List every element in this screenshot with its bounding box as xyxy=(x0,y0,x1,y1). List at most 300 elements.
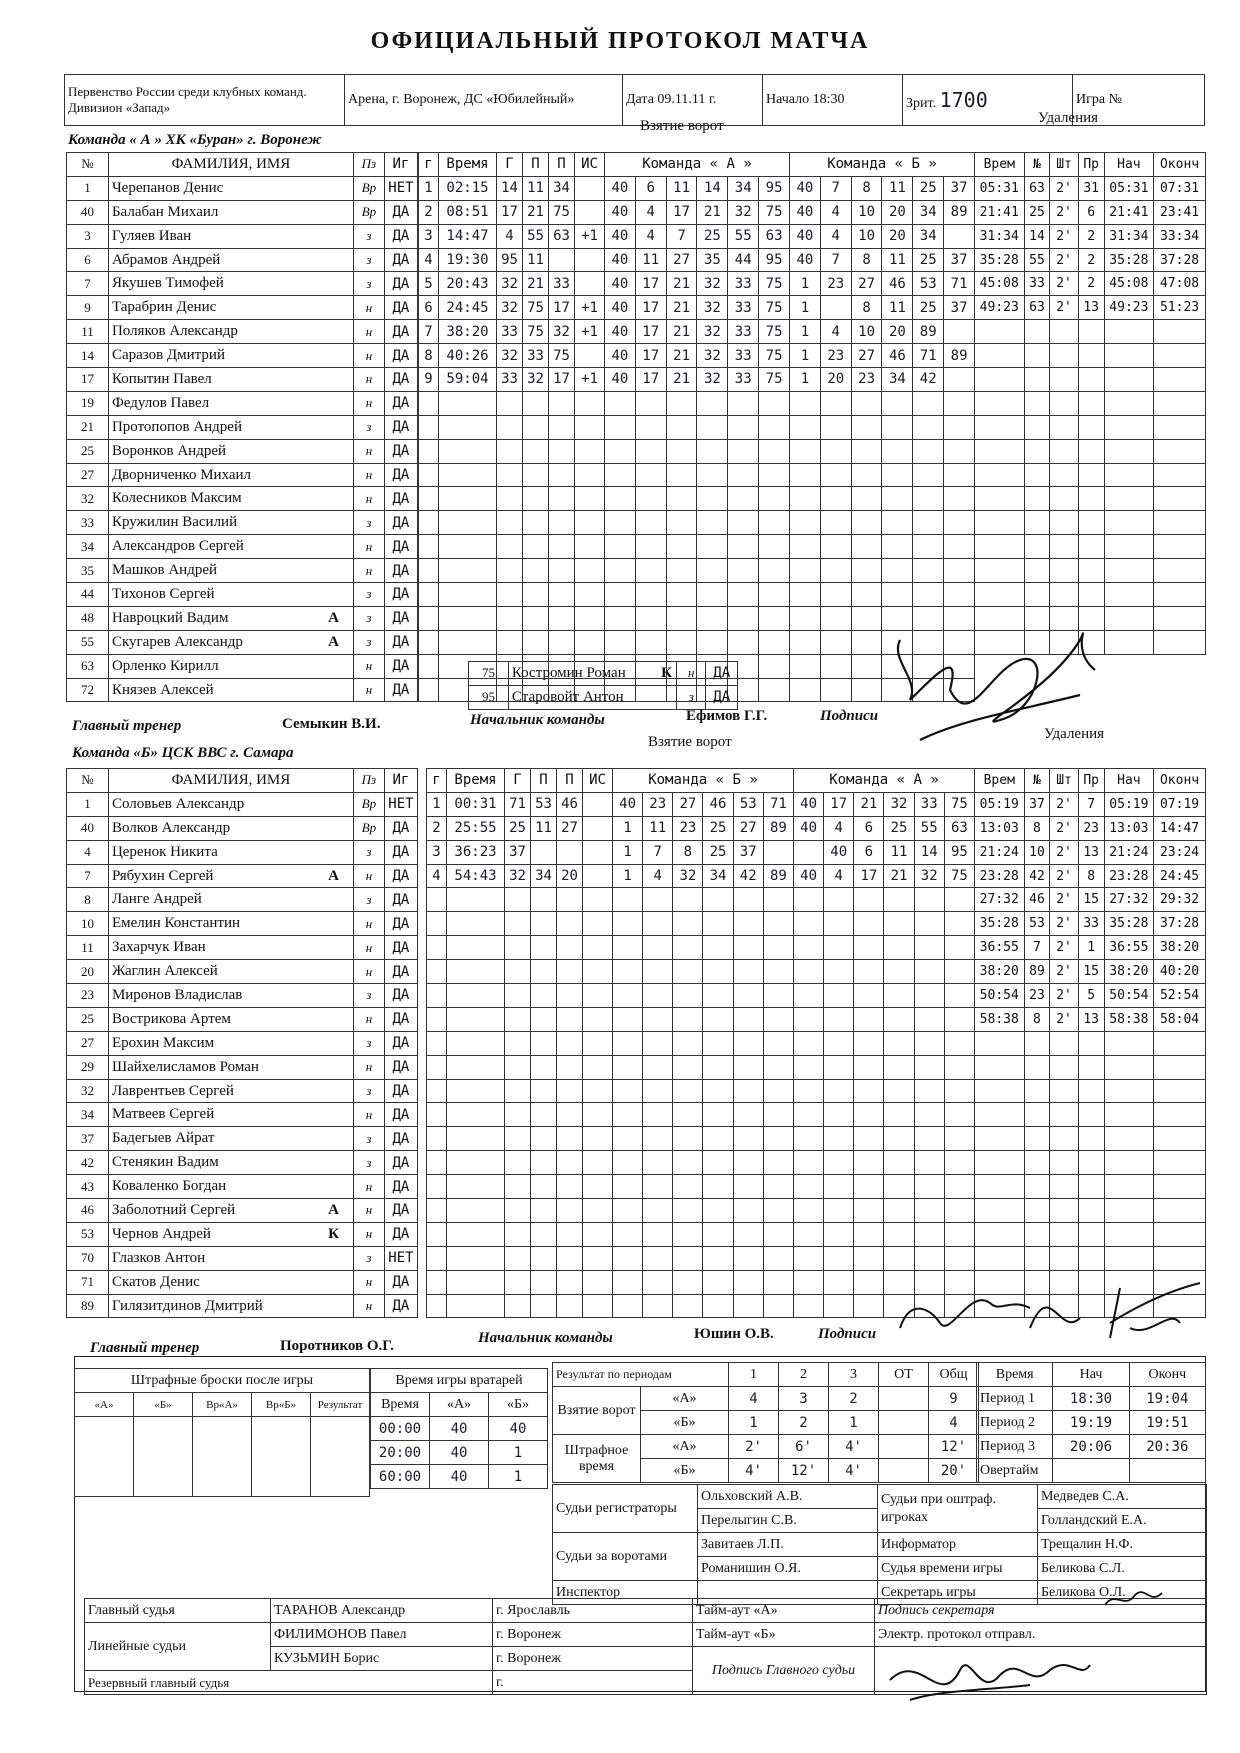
player-name-cell xyxy=(108,487,353,511)
penalty-end xyxy=(1154,1079,1206,1103)
penalty-player: 23 xyxy=(1024,984,1050,1008)
team-b-coach-label: Главный тренер xyxy=(90,1340,200,1356)
opponent-on-ice-player xyxy=(820,678,851,702)
on-ice-player xyxy=(673,1199,703,1223)
goalie-time-head xyxy=(371,1393,548,1417)
on-ice-player xyxy=(673,1031,703,1055)
penalty-minutes xyxy=(1050,1175,1078,1199)
player-position: з xyxy=(353,272,384,296)
player-played: ДА xyxy=(384,1151,417,1175)
goal-number xyxy=(419,463,439,487)
penalty-row xyxy=(975,1175,1206,1199)
goal-row xyxy=(419,200,975,224)
goal-situation: +1 xyxy=(575,368,605,392)
penalty-row xyxy=(975,535,1206,559)
col-is: ИС xyxy=(583,769,613,793)
opponent-on-ice-player xyxy=(914,1055,944,1079)
player-name-cell xyxy=(108,296,353,320)
period-times-col: Время xyxy=(977,1363,1053,1387)
player-name-cell xyxy=(108,864,353,888)
on-ice-player xyxy=(643,960,673,984)
penalty-end xyxy=(1154,559,1206,583)
penalty-minutes: 2' xyxy=(1050,272,1078,296)
penalty-reason xyxy=(1078,1199,1104,1223)
on-ice-player: 33 xyxy=(728,368,759,392)
opponent-on-ice-player xyxy=(914,984,944,1008)
goal-assist-2: 34 xyxy=(549,176,575,200)
penalty-player xyxy=(1024,1199,1050,1223)
goal-assist-1 xyxy=(531,1222,557,1246)
goal-situation xyxy=(583,1199,613,1223)
opponent-on-ice-player xyxy=(851,439,882,463)
col-assist-1: П xyxy=(523,153,549,177)
penalty-minutes xyxy=(1050,1031,1078,1055)
col-g: г xyxy=(427,769,447,793)
goal-situation xyxy=(575,511,605,535)
player-position: н xyxy=(353,1103,384,1127)
player-name-cell xyxy=(108,1031,353,1055)
goal-assist-2 xyxy=(557,840,583,864)
goal-scorer xyxy=(505,912,531,936)
player-row xyxy=(67,1007,418,1031)
player-name: Гилязитдинов Дмитрий xyxy=(111,1297,263,1314)
opponent-on-ice-player: 75 xyxy=(944,792,974,816)
on-ice-player: 40 xyxy=(605,224,636,248)
goal-time xyxy=(447,936,505,960)
on-ice-player xyxy=(733,912,763,936)
player-name-cell xyxy=(108,439,353,463)
player-name-cell xyxy=(108,792,353,816)
on-ice-player xyxy=(763,912,793,936)
player-row xyxy=(67,864,418,888)
penalty-minutes: 2' xyxy=(1050,200,1078,224)
goal-assist-1: 32 xyxy=(523,368,549,392)
goal-time xyxy=(447,1270,505,1294)
goal-row xyxy=(419,439,975,463)
opponent-on-ice-player xyxy=(851,678,882,702)
on-ice-player xyxy=(666,463,697,487)
goal-situation xyxy=(583,1055,613,1079)
on-ice-player xyxy=(613,1127,643,1151)
penalty-player xyxy=(1024,511,1050,535)
penalty-row xyxy=(975,320,1206,344)
penalty-row xyxy=(975,1103,1206,1127)
opponent-on-ice-player xyxy=(820,296,851,320)
electronic-protocol: Электр. протокол отправл. xyxy=(875,1623,1207,1647)
player-name: Глазков Антон xyxy=(111,1249,206,1266)
goal-time xyxy=(447,1175,505,1199)
penalty-start xyxy=(1104,439,1154,463)
penalty-end: 23:41 xyxy=(1154,200,1206,224)
player-name: Скатов Денис xyxy=(111,1273,200,1290)
on-ice-player xyxy=(643,1151,673,1175)
player-name-cell xyxy=(108,535,353,559)
opponent-on-ice-player: 89 xyxy=(944,344,975,368)
opponent-on-ice-player xyxy=(851,583,882,607)
penalty-start xyxy=(1104,1127,1154,1151)
penalty-time: 05:31 xyxy=(975,176,1025,200)
opponent-on-ice-player: 6 xyxy=(854,816,884,840)
penalty-reason: 13 xyxy=(1078,840,1104,864)
opponent-on-ice-player xyxy=(824,1055,854,1079)
player-played: ДА xyxy=(384,248,417,272)
player-name-cell xyxy=(108,1055,353,1079)
on-ice-player: 27 xyxy=(666,248,697,272)
shootout-col: Вр«Б» xyxy=(252,1393,311,1417)
on-ice-player xyxy=(759,391,790,415)
period-times-cell xyxy=(1053,1459,1129,1483)
opponent-on-ice-player xyxy=(820,487,851,511)
on-ice-player xyxy=(763,1151,793,1175)
player-played: ДА xyxy=(384,1031,417,1055)
goal-time xyxy=(447,984,505,1008)
goal-assist-1 xyxy=(531,840,557,864)
goal-time xyxy=(447,1151,505,1175)
period-value: 4 xyxy=(729,1387,779,1411)
player-name-cell xyxy=(108,1007,353,1031)
penalty-minutes xyxy=(1050,1055,1078,1079)
opponent-on-ice-player xyxy=(944,1175,974,1199)
penalty-time xyxy=(975,1127,1025,1151)
penalty-minutes xyxy=(1050,487,1078,511)
goal-situation xyxy=(575,606,605,630)
goal-assist-2 xyxy=(557,984,583,1008)
player-played: ДА xyxy=(706,685,738,709)
on-ice-player xyxy=(643,1103,673,1127)
goal-situation xyxy=(575,463,605,487)
player-played: ДА xyxy=(384,984,417,1008)
period-value: 1 xyxy=(829,1411,879,1435)
shootout-col: Результат xyxy=(311,1393,370,1417)
player-played: ДА xyxy=(384,1222,417,1246)
team-a-penalties-title: Удаления xyxy=(1038,110,1099,126)
on-ice-player xyxy=(635,391,666,415)
opponent-on-ice-player xyxy=(884,960,914,984)
period-value: 1 xyxy=(729,1411,779,1435)
on-ice-player: 32 xyxy=(697,320,728,344)
team-b-roster xyxy=(66,768,418,1318)
period-value: 4 xyxy=(929,1411,979,1435)
goalie-time-table xyxy=(370,1368,548,1489)
on-ice-player xyxy=(605,463,636,487)
goal-situation: +1 xyxy=(575,320,605,344)
player-position: Вр xyxy=(353,200,384,224)
goal-number: 3 xyxy=(427,840,447,864)
on-ice-player xyxy=(703,1055,733,1079)
team-b-signature xyxy=(880,1268,1210,1348)
on-ice-player xyxy=(666,487,697,511)
opponent-on-ice-player xyxy=(914,1199,944,1223)
opponent-on-ice-player: 40 xyxy=(794,864,824,888)
penalty-end xyxy=(1154,368,1206,392)
on-ice-player xyxy=(666,630,697,654)
period-times-cell xyxy=(1129,1459,1205,1483)
on-ice-player: 1 xyxy=(613,816,643,840)
shootout-col: Вр«А» xyxy=(193,1393,252,1417)
on-ice-player: 40 xyxy=(605,272,636,296)
period-value xyxy=(879,1435,929,1459)
opponent-on-ice-player xyxy=(820,439,851,463)
on-ice-player xyxy=(673,1294,703,1318)
on-ice-player: 32 xyxy=(697,272,728,296)
player-name-cell xyxy=(108,176,353,200)
on-ice-player xyxy=(605,487,636,511)
opponent-on-ice-player: 23 xyxy=(851,368,882,392)
player-number: 46 xyxy=(67,1199,109,1223)
player-position: Вр xyxy=(353,176,384,200)
on-ice-player: 75 xyxy=(759,344,790,368)
goal-time: 20:43 xyxy=(439,272,497,296)
penalty-row xyxy=(975,1222,1206,1246)
on-ice-player: 4 xyxy=(635,224,666,248)
opponent-on-ice-player xyxy=(824,1294,854,1318)
opponent-on-ice-player xyxy=(824,1103,854,1127)
period-times-cell: Период 1 xyxy=(977,1387,1053,1411)
opponent-on-ice-player xyxy=(944,511,975,535)
opponent-on-ice-player xyxy=(820,583,851,607)
on-ice-player: 53 xyxy=(733,792,763,816)
penalty-start xyxy=(1104,1175,1154,1199)
player-name: Соловьев Александр xyxy=(111,795,245,812)
player-name: Ланге Андрей xyxy=(111,891,202,908)
goal-assist-1 xyxy=(531,1079,557,1103)
goal-situation xyxy=(583,1270,613,1294)
on-ice-player: 17 xyxy=(635,368,666,392)
team-b-goals-title: Взятие ворот xyxy=(648,734,732,750)
player-number: 72 xyxy=(67,678,109,702)
player-name: Балабан Михаил xyxy=(111,203,219,220)
period-times-cell: Период 3 xyxy=(977,1435,1053,1459)
penalty-start xyxy=(1104,1199,1154,1223)
player-number: 63 xyxy=(67,654,109,678)
opponent-on-ice-player: 27 xyxy=(851,272,882,296)
period-row-label: Штрафное время xyxy=(553,1435,641,1483)
on-ice-player xyxy=(763,1103,793,1127)
on-ice-player xyxy=(613,1222,643,1246)
penalty-start: 35:28 xyxy=(1104,248,1154,272)
opponent-on-ice-player xyxy=(794,984,824,1008)
on-ice-player xyxy=(673,1151,703,1175)
player-played: ДА xyxy=(384,583,417,607)
goal-assist-1 xyxy=(523,391,549,415)
on-ice-player xyxy=(759,535,790,559)
penalty-row xyxy=(975,792,1206,816)
player-row xyxy=(67,511,418,535)
penalty-end: 37:28 xyxy=(1154,248,1206,272)
goal-time xyxy=(447,1103,505,1127)
on-ice-player: 75 xyxy=(759,320,790,344)
opponent-on-ice-player xyxy=(913,415,944,439)
period-results-row xyxy=(553,1435,979,1459)
player-played: ДА xyxy=(384,1079,417,1103)
period-times-row xyxy=(977,1387,1206,1411)
on-ice-player xyxy=(728,559,759,583)
on-ice-player xyxy=(673,960,703,984)
on-ice-player xyxy=(673,1103,703,1127)
goal-number xyxy=(427,1127,447,1151)
opponent-on-ice-player xyxy=(790,391,821,415)
goal-assist-1 xyxy=(523,535,549,559)
penalty-row xyxy=(975,272,1206,296)
on-ice-player xyxy=(697,391,728,415)
period-times-cell: 18:30 xyxy=(1053,1387,1129,1411)
penalty-time: 49:23 xyxy=(975,296,1025,320)
linesman-1-city: г. Воронеж xyxy=(493,1623,693,1647)
on-ice-player xyxy=(635,415,666,439)
player-row xyxy=(67,1031,418,1055)
player-name: Гуляев Иван xyxy=(111,227,192,244)
opponent-on-ice-player xyxy=(851,630,882,654)
goal-scorer: 33 xyxy=(497,320,523,344)
on-ice-player xyxy=(763,936,793,960)
penalty-reason xyxy=(1078,344,1104,368)
penalty-time: 38:20 xyxy=(975,960,1025,984)
goal-number: 1 xyxy=(419,176,439,200)
goal-number: 2 xyxy=(419,200,439,224)
opponent-on-ice-player xyxy=(794,1007,824,1031)
goal-number xyxy=(427,1246,447,1270)
goalie-time-cell: 00:00 xyxy=(371,1417,430,1441)
penalty-player xyxy=(1024,1246,1050,1270)
goal-row xyxy=(419,463,975,487)
opponent-on-ice-player xyxy=(914,1246,944,1270)
player-played: ДА xyxy=(384,224,417,248)
team-a-manager-label: Начальник команды xyxy=(470,712,605,728)
on-ice-player: 46 xyxy=(703,792,733,816)
goal-assist-1 xyxy=(523,559,549,583)
player-name-cell xyxy=(108,1199,353,1223)
penalty-player xyxy=(1024,487,1050,511)
opponent-on-ice-player: 46 xyxy=(882,272,913,296)
penalty-start xyxy=(1104,391,1154,415)
opponent-on-ice-player xyxy=(884,888,914,912)
penalty-player: 33 xyxy=(1024,272,1050,296)
goal-number xyxy=(419,606,439,630)
penalty-time xyxy=(975,1055,1025,1079)
penalty-row xyxy=(975,224,1206,248)
player-name: Чернов Андрей xyxy=(111,1225,211,1242)
player-row xyxy=(67,654,418,678)
shootout-title: Штрафные броски после игры xyxy=(75,1369,370,1393)
goal-number xyxy=(419,583,439,607)
opponent-on-ice-player xyxy=(794,1294,824,1318)
penalty-end: 51:23 xyxy=(1154,296,1206,320)
penalty-time: 27:32 xyxy=(975,888,1025,912)
goal-time xyxy=(447,960,505,984)
goal-number xyxy=(419,535,439,559)
player-position: н xyxy=(353,487,384,511)
player-position: Вр xyxy=(353,792,384,816)
penalty-reason: 2 xyxy=(1078,272,1104,296)
player-number: 43 xyxy=(67,1175,109,1199)
linesmen-label: Линейные судьи xyxy=(85,1623,271,1671)
on-ice-player xyxy=(605,511,636,535)
penalty-reason: 1 xyxy=(1078,936,1104,960)
penalty-reason xyxy=(1078,391,1104,415)
opponent-on-ice-player xyxy=(820,511,851,535)
goal-situation: +1 xyxy=(575,296,605,320)
opponent-on-ice-player xyxy=(794,1031,824,1055)
player-name-cell xyxy=(108,368,353,392)
player-name-cell xyxy=(108,1294,353,1318)
penalty-end xyxy=(1154,1199,1206,1223)
goal-number: 4 xyxy=(419,248,439,272)
goal-time: 54:43 xyxy=(447,864,505,888)
player-position: н xyxy=(353,678,384,702)
page-title: ОФИЦИАЛЬНЫЙ ПРОТОКОЛ МАТЧА xyxy=(370,28,870,54)
player-number: 70 xyxy=(67,1246,109,1270)
goal-time xyxy=(447,888,505,912)
on-ice-player xyxy=(635,535,666,559)
player-position: н xyxy=(353,1175,384,1199)
goal-assist-2 xyxy=(557,1055,583,1079)
on-ice-player xyxy=(703,1270,733,1294)
player-row xyxy=(67,984,418,1008)
period-value: 9 xyxy=(929,1387,979,1411)
penalty-row xyxy=(975,1079,1206,1103)
opponent-on-ice-player xyxy=(794,1055,824,1079)
penalty-end xyxy=(1154,1031,1206,1055)
on-ice-player: 40 xyxy=(605,176,636,200)
goal-scorer xyxy=(497,439,523,463)
on-ice-player xyxy=(635,463,666,487)
on-ice-player xyxy=(643,1175,673,1199)
goal-situation xyxy=(575,583,605,607)
opponent-on-ice-player: 8 xyxy=(851,176,882,200)
penalty-start: 05:31 xyxy=(1104,176,1154,200)
player-name-cell xyxy=(108,463,353,487)
on-ice-player xyxy=(673,1246,703,1270)
penalty-end: 40:20 xyxy=(1154,960,1206,984)
penalty-minutes: 2' xyxy=(1050,248,1078,272)
player-row xyxy=(67,415,418,439)
opponent-on-ice-player xyxy=(794,936,824,960)
on-ice-player xyxy=(763,960,793,984)
penalty-time xyxy=(975,535,1025,559)
on-ice-player: 7 xyxy=(643,840,673,864)
opponent-on-ice-player xyxy=(824,1007,854,1031)
on-ice-player xyxy=(703,912,733,936)
opponent-on-ice-player xyxy=(851,487,882,511)
goal-time: 00:31 xyxy=(447,792,505,816)
player-name-cell xyxy=(108,248,353,272)
player-played: ДА xyxy=(706,662,738,686)
player-name: Старовойт Антон xyxy=(511,688,624,705)
opponent-on-ice-player: 40 xyxy=(790,176,821,200)
goal-time xyxy=(447,1031,505,1055)
opponent-on-ice-player: 4 xyxy=(820,224,851,248)
opponent-on-ice-player xyxy=(790,487,821,511)
player-position: з xyxy=(353,606,384,630)
goal-assist-1 xyxy=(523,606,549,630)
goal-time xyxy=(447,1079,505,1103)
penalty-minutes: 2' xyxy=(1050,296,1078,320)
penalty-start: 35:28 xyxy=(1104,912,1154,936)
col-assist-2: П xyxy=(549,153,575,177)
player-name: Тарабрин Денис xyxy=(111,299,217,316)
on-ice-player: 75 xyxy=(759,200,790,224)
col-time: Время xyxy=(439,153,497,177)
on-ice-player xyxy=(605,535,636,559)
secretary: Беликова О.Л. xyxy=(1038,1581,1207,1605)
period-times-row xyxy=(977,1411,1206,1435)
player-number: 3 xyxy=(67,224,109,248)
player-name: Шайхелисламов Роман xyxy=(111,1058,259,1075)
goal-number xyxy=(427,1007,447,1031)
player-name-cell xyxy=(108,606,353,630)
opponent-on-ice-player xyxy=(854,1151,884,1175)
goal-number: 2 xyxy=(427,816,447,840)
